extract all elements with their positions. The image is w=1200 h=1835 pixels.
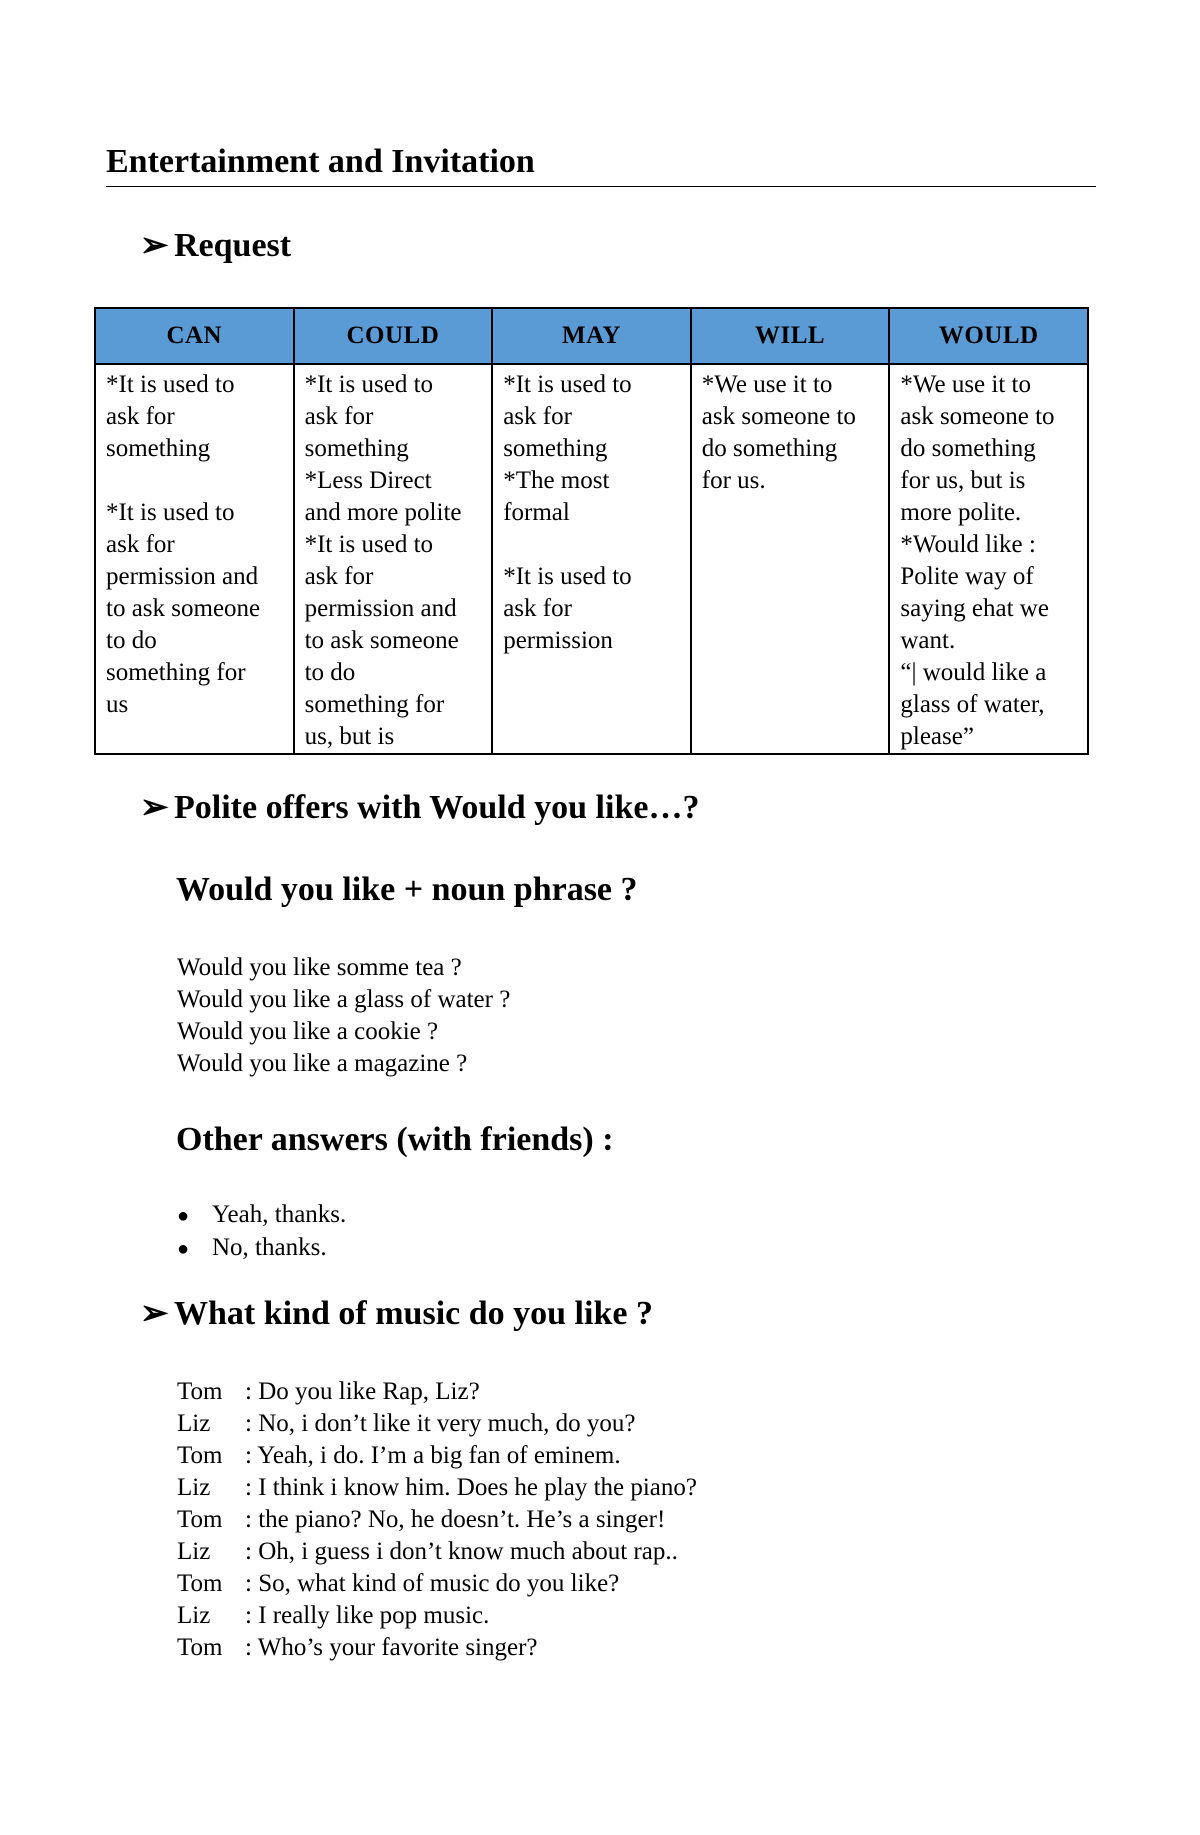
dialog-list [177,1376,697,1664]
table-header-cell: WOULD [889,308,1088,364]
table-header-cell: WILL [691,308,890,364]
utterance: : the piano? No, he doesn’t. He’s a singer! [245,1506,666,1533]
dialog-line [177,1472,697,1504]
utterance: : I really like pop music. [245,1602,490,1629]
table-header-cell: COULD [294,308,493,364]
page-title: Entertainment and Invitation [106,142,1096,187]
dialog-line [177,1568,697,1600]
speaker: Liz [177,1602,211,1629]
heading-text: Polite offers with Would you like…? [174,789,700,826]
heading-text: What kind of music do you like ? [174,1295,653,1332]
speaker: Tom [177,1634,223,1661]
list-item [177,1199,346,1232]
heading-text: Request [174,227,292,264]
utterance: : So, what kind of music do you like? [245,1570,620,1597]
section-heading-polite-offers [140,788,699,828]
dialog-line [177,1600,697,1632]
answers-list [177,1199,346,1265]
modal-verbs-table [94,307,1089,755]
list-item [177,1232,346,1265]
answer-text: Yeah, thanks. [212,1201,347,1228]
speaker: Liz [177,1410,211,1437]
utterance: : Oh, i guess i don’t know much about rap.. [245,1538,678,1565]
utterance: : No, i don’t like it very much, do you? [245,1410,636,1437]
table-header-cell: CAN [95,308,294,364]
speaker: Tom [177,1570,223,1597]
arrow-bullet-icon: ➢ [140,1295,169,1332]
answer-text: No, thanks. [212,1234,327,1261]
table-header-cell: MAY [492,308,691,364]
speaker: Liz [177,1538,211,1565]
arrow-bullet-icon: ➢ [140,227,169,264]
list-item: Would you like somme tea ? [177,954,462,981]
bullet-dot-icon: ● [177,1205,190,1227]
dialog-line [177,1632,697,1664]
list-item: Would you like a glass of water ? [177,986,511,1013]
dialog-line [177,1376,697,1408]
dialog-line [177,1440,697,1472]
speaker: Tom [177,1378,223,1405]
arrow-bullet-icon: ➢ [140,789,169,826]
table-row [95,364,1088,754]
table-header-row [95,308,1088,364]
utterance: : Who’s your favorite singer? [245,1634,538,1661]
dialog-line [177,1504,697,1536]
table-cell: *We use it to ask someone to do something for us, but is more polite. *Would like : Polite way of saying ehat we want. “| would like a glass of water, please” [889,364,1088,754]
section-heading-request [140,226,291,266]
speaker: Tom [177,1442,223,1469]
utterance: : I think i know him. Does he play the piano? [245,1474,698,1501]
table-cell: *We use it to ask someone to do something for us. [691,364,890,754]
bullet-dot-icon: ● [177,1238,190,1260]
subheading-noun-phrase: Would you like + noun phrase ? [176,871,638,908]
subheading-other-answers: Other answers (with friends) : [176,1121,614,1158]
list-item: Would you like a magazine ? [177,1050,468,1077]
list-item: Would you like a cookie ? [177,1018,439,1045]
section-heading-music [140,1294,653,1334]
table-cell: *It is used to ask for something *It is used to ask for permission and to ask someone to do something for us [95,364,294,754]
table-cell: *It is used to ask for something *The most formal *It is used to ask for permission [492,364,691,754]
speaker: Liz [177,1474,211,1501]
example-list [177,952,510,1080]
dialog-line [177,1536,697,1568]
table-cell: *It is used to ask for something *Less Direct and more polite *It is used to ask for permission and to ask someone to do something for us, but is [294,364,493,754]
dialog-line [177,1408,697,1440]
speaker: Tom [177,1506,223,1533]
utterance: : Yeah, i do. I’m a big fan of eminem. [245,1442,621,1469]
utterance: : Do you like Rap, Liz? [245,1378,480,1405]
